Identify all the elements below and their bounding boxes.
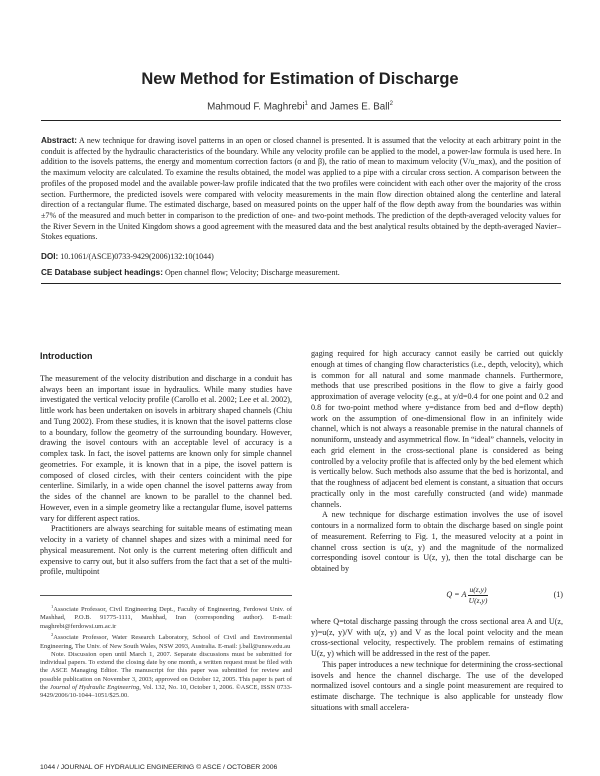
author-1-footnote-mark: 1 [304, 101, 308, 107]
subject-headings-line [41, 268, 561, 277]
doi-label: DOI: [41, 252, 59, 262]
author-line [0, 101, 600, 112]
author-1: Mahmoud F. Maghrebi [207, 101, 305, 113]
left-column [40, 351, 292, 578]
discussion-note [40, 651, 292, 701]
footnote-2-text: Associate Professor, Water Research Laboratory, School of Civil and Environmental Engineering, The Univ. of New South Wales, NSW 2093, Australia. E-mail: j.ball@unsw.edu.au [40, 634, 292, 650]
equation-numerator: u(z,y) [469, 585, 487, 595]
author-conjunction: and [307, 101, 330, 113]
footnote-1 [40, 603, 292, 631]
right-paragraph-2: A new technique for discharge estimation involves the use of isovel contours in a normalized form to obtain the discharge based on single point of measurement. Referring to Fig. 1, the measured velocity at a point in channel cross section is u(z, y) and the magnitude of the normalized corresponding isovel contour is U(z, y), then the total discharge can be obtained by [311, 510, 563, 573]
footnote-2 [40, 631, 292, 651]
note-text-start: Note. Discussion open until March 1, 2007. Separate discussions must be submitted for individual papers. To extend the closing date by one month, a written request must be filed with the ASCE Managing Editor. The manuscript for this paper was submitted for review and possible publication on November 3, 2003; approved on October 12, 2005. This paper is part of the [40, 650, 292, 691]
journal-name: Journal of Hydraulic Engineering [49, 683, 140, 691]
author-2: James E. Ball [329, 101, 390, 113]
equation-1 [311, 584, 563, 608]
abstract-box [41, 120, 561, 284]
intro-paragraph-2: Practitioners are always searching for suitable means of estimating mean velocity in a variety of channel shapes and sizes with a minimal need for physical measurement. Not only is the current metering often difficult and expensive to carry out, but it also suffers from the fact that a set of the multi-profile, multipoint [40, 524, 292, 577]
equation-lhs: Q = A [446, 590, 467, 600]
footnote-2-mark: 2 [51, 632, 54, 638]
doi-line [41, 252, 561, 261]
right-paragraph-4: This paper introduces a new technique for determining the cross-sectional isovels and hence the channel discharge. The use of the developed normalized isovel contours and a single point measurement are required to estimate discharge. The technique is also applicable for unsteady flow situations with small accelera- [311, 659, 563, 712]
note-text-end: , Vol. 132, No. 10, October 1, 2006. ©ASCE, ISSN 0733-9429/2006/10-1044–1051/$25.00. [40, 683, 292, 700]
introduction-heading: Introduction [40, 351, 93, 361]
page-footer: 1044 / JOURNAL OF HYDRAULIC ENGINEERING © ASCE / OCTOBER 2006 [40, 764, 278, 771]
subject-headings-label: CE Database subject headings: [41, 268, 163, 278]
abstract [41, 136, 561, 243]
footnote-1-mark: 1 [51, 604, 54, 609]
right-column [311, 349, 563, 714]
equation-expression [446, 585, 487, 606]
equation-number: (1) [553, 590, 563, 600]
footnotes [40, 595, 292, 701]
footnote-1-text: Associate Professor, Civil Engineering Dept., Faculty of Engineering, Ferdowsi Univ. of Mashhad, P.O.B. 91775-1111, Mashhad, Iran (corresponding author). E-mail: maghrebi@ferdowsi.um.ac.ir [40, 606, 292, 630]
abstract-body: A new technique for drawing isovel patterns in an open or closed channel is presented. It is assumed that the velocity at each arbitrary point in the conduit is affected by the hydraulic characteristics of the boundary. While any velocity profile can be applied to the model, a power-law formula is used here. In addition to the isovels patterns, the energy and momentum correction factors (α and β), the ratio of mean to maximum velocity (V/u_max), and the position of the maximum velocity are calculated. To examine the results obtained, the model was applied to a pipe with a circular cross section. A comparison between the profiles of the proposed model and the available power-law profile indicated that the two profiles were coincident with each other over the majority of the cross section. Furthermore, the predicted isovels were compared with velocity measurements in the main flow direction obtained along the centerline and lateral direction of a rectangular flume. The estimated discharge, based on measured points on the upper half of the flow depth away from the boundaries was within ±7% of the measured and much better in comparison to the prediction of one- and two-point methods. The prediction of the depth-averaged velocity values for the River Severn in the United Kingdom shows a good agreement with the measured data and the best analytical results obtained by the depth-averaged Navier–Stokes equations. [41, 136, 561, 242]
equation-fraction [468, 585, 487, 606]
doi-value: 10.1061/(ASCE)0733-9429(2006)132:10(1044) [58, 252, 214, 262]
author-2-footnote-mark: 2 [389, 101, 393, 107]
intro-paragraph-1: The measurement of the velocity distribution and discharge in a conduit has always been an important issue in hydraulics. While many studies have investigated the vertical velocity profile (Carollo et al. 2002; Lee et al. 2002), little work has been undertaken on isovels in arbitrary shaped channels (Chiu and Tung 2002). From these studies, it is known that the isovel patterns close to a boundary, follow the geometry of the surrounding boundary. However, drawing the isovel contours with an acceptable level of accuracy is a complex task. In fact, the isovel patterns are known only for simple channel geometries. For example, it is known that in a pipe, the isovel pattern is composed of closed circles, with their centers coincident with the pipe centerline. Similarly, in a wide open channel the isovel patterns away from the sides of the channel are known to be parallel to the channel bed. However, even in a simple geometry like a rectangular flume, isovel patterns vary for different aspect ratios. [40, 373, 292, 523]
abstract-label: Abstract: [41, 136, 77, 145]
equation-denominator: U(z,y) [468, 596, 488, 606]
right-paragraph-1: gaging required for high accuracy cannot easily be carried out quickly enough at times of changing flow characteristics (i.e., depth, velocity), which is common for all natural and some manmade channels. Furthermore, methods that use prescribed positions in the flow to give a fairly good approximation of average velocity (e.g., at y/d=0.4 for one point and 0.2 and 0.8 for two-point method where y=distance from bed and d=flow depth) work on the assumption of one-dimensional flow in an infinitely wide channel, which is not always a reasonable premise in the natural channels of nonuniform, unsteady and asymmetrical flow. In “ideal” channels, velocity in each grid element in the cross-sectional plane is considered as being controlled by a velocity profile that is affected only by the bed element which is vertically below. Such methods also assume that the bed is horizontal, and that the roughness of adjacent bed element is constant, a situation that occurs practically only in the most carefully constructed (and wide) manmade channels. [311, 349, 563, 509]
right-paragraph-3: where Q=total discharge passing through the cross sectional area A and U(z, y)=u(z, y)/V with u(z, y) and V as the local point velocity and the mean cross-sectional velocity, respectively. The problem remains of estimating U(z, y) which will be addressed in the rest of the paper. [311, 616, 563, 658]
paper-title: New Method for Estimation of Discharge [141, 70, 459, 88]
subject-headings-value: Open channel flow; Velocity; Discharge measurement. [162, 268, 340, 278]
